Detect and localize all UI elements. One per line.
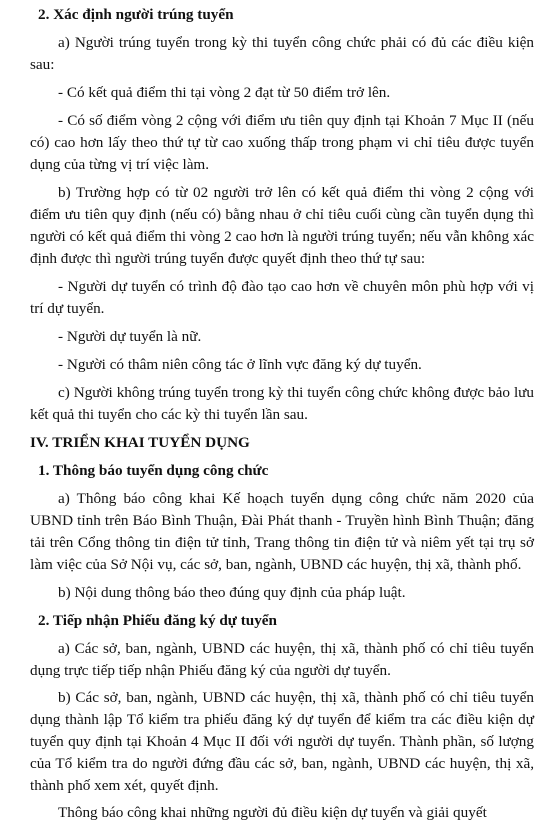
section-heading-iv: IV. TRIỂN KHAI TUYỂN DỤNG xyxy=(30,434,250,451)
paragraph-2c: Thông báo công khai những người đủ điều kiện dự tuyển và giải quyết xyxy=(58,804,487,821)
subsection-heading-tiep-nhan: 2. Tiếp nhận Phiếu đăng ký dự tuyển xyxy=(38,612,277,629)
paragraph-b-item-3: - Người có thâm niên công tác ở lĩnh vực đăng ký dự tuyển. xyxy=(58,356,422,373)
paragraph-b-truong-hop: b) Trường hợp có từ 02 người trở lên có kết quả điểm thi vòng 2 cộng với điểm ưu tiên quy định (nếu có) bằng nhau ở chỉ tiêu cuối cùng cần tuyển dụng thì người có kết quả điểm thi vòng 2 cao hơn là người trúng tuyển; nếu vẫn không xác định được thì người trúng tuyển được quyết định theo thứ tự sau: xyxy=(30,184,534,267)
paragraph-a-item-1: - Có kết quả điểm thi tại vòng 2 đạt từ 50 điểm trở lên. xyxy=(58,84,391,101)
paragraph-2b: b) Các sở, ban, ngành, UBND các huyện, thị xã, thành phố có chỉ tiêu tuyển dụng thành lập Tổ kiểm tra phiếu đăng ký dự tuyển để kiểm tra các điều kiện dự tuyển quy định tại Khoản 4 Mục II đối với người dự tuyển. Thành phần, số lượng của Tổ kiểm tra do người đứng đầu các sở, ban, ngành, UBND các huyện, thị xã, thành phố xem xét, quyết định. xyxy=(30,689,534,794)
section-heading-xac-dinh-nguoi-trung-tuyen: 2. Xác định người trúng tuyển xyxy=(38,6,234,23)
paragraph-a-item-2: - Có số điểm vòng 2 cộng với điểm ưu tiên quy định tại Khoản 7 Mục II (nếu có) cao hơn lấy theo thứ tự từ cao xuống thấp trong phạm vi chỉ tiêu được tuyển dụng của từng vị trí việc làm. xyxy=(30,112,534,173)
subsection-heading-thong-bao: 1. Thông báo tuyển dụng công chức xyxy=(38,462,269,479)
paragraph-a-dieu-kien: a) Người trúng tuyển trong kỳ thi tuyển công chức phải có đủ các điều kiện sau: xyxy=(30,34,534,73)
paragraph-2a: a) Các sở, ban, ngành, UBND các huyện, thị xã, thành phố có chỉ tiêu tuyển dụng trực tiếp tiếp nhận Phiếu đăng ký của người dự tuyển. xyxy=(30,640,534,679)
paragraph-1b: b) Nội dung thông báo theo đúng quy định của pháp luật. xyxy=(58,584,406,601)
paragraph-b-item-2: - Người dự tuyển là nữ. xyxy=(58,328,202,345)
paragraph-1a: a) Thông báo công khai Kế hoạch tuyển dụng công chức năm 2020 của UBND tỉnh trên Báo Bình Thuận, Đài Phát thanh - Truyền hình Bình Thuận; đăng tải trên Cổng thông tin điện tử tỉnh, Trang thông tin điện tử và niêm yết tại trụ sở làm việc của Sở Nội vụ, các sở, ban, ngành, UBND các huyện, thị xã, thành phố. xyxy=(30,490,534,573)
paragraph-b-item-1: - Người dự tuyển có trình độ đào tạo cao hơn về chuyên môn phù hợp với vị trí dự tuyển. xyxy=(30,278,534,317)
paragraph-c: c) Người không trúng tuyển trong kỳ thi tuyển công chức không được bảo lưu kết quả thi tuyển cho các kỳ thi tuyển lần sau. xyxy=(30,384,534,423)
